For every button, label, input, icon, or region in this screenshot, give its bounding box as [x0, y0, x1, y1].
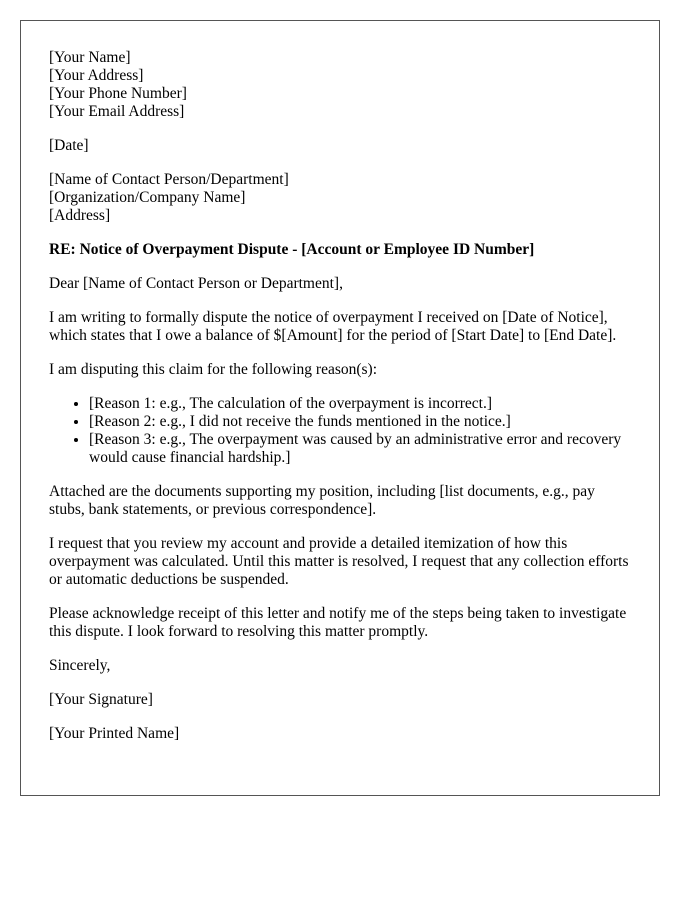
letter-document [20, 20, 660, 796]
paragraph-closing: Please acknowledge receipt of this letter and notify me of the steps being taken to investigate this dispute. I look forward to resolving this matter promptly. [49, 605, 627, 640]
signature-placeholder: [Your Signature] [49, 691, 153, 708]
paragraph-attachments: Attached are the documents supporting my position, including [list documents, e.g., pay stubs, bank statements, or previous correspondence]. [49, 483, 595, 518]
sender-name: [Your Name] [49, 49, 131, 66]
salutation: Dear [Name of Contact Person or Department], [49, 275, 343, 292]
sender-block [49, 49, 631, 121]
printed-name-placeholder: [Your Printed Name] [49, 725, 180, 742]
reason-item: • [Reason 3: e.g., The overpayment was caused by an administrative error and recovery would cause financial hardship.] [89, 431, 631, 467]
recipient-contact: [Name of Contact Person/Department] [49, 171, 289, 188]
recipient-block [49, 171, 631, 225]
closing: Sincerely, [49, 657, 111, 674]
sender-email: [Your Email Address] [49, 103, 185, 120]
sender-phone: [Your Phone Number] [49, 85, 187, 102]
sender-address: [Your Address] [49, 67, 144, 84]
reason-item: • [Reason 2: e.g., I did not receive the funds mentioned in the notice.] [89, 413, 631, 431]
reason-item: • [Reason 1: e.g., The calculation of the overpayment is incorrect.] [89, 395, 631, 413]
paragraph-reasons-lead: I am disputing this claim for the following reason(s): [49, 361, 378, 378]
paragraph-intro: I am writing to formally dispute the notice of overpayment I received on [Date of Notice], which states that I owe a balance of $[Amount] for the period of [Start Date] to [End Date]. [49, 309, 617, 344]
subject-line: RE: Notice of Overpayment Dispute - [Account or Employee ID Number] [49, 241, 535, 258]
recipient-address: [Address] [49, 207, 111, 224]
date-line: [Date] [49, 137, 89, 154]
reasons-list [49, 395, 631, 467]
recipient-organization: [Organization/Company Name] [49, 189, 246, 206]
paragraph-request: I request that you review my account and provide a detailed itemization of how this overpayment was calculated. Until this matter is resolved, I request that any collection efforts or automatic deductions be suspended. [49, 535, 629, 588]
